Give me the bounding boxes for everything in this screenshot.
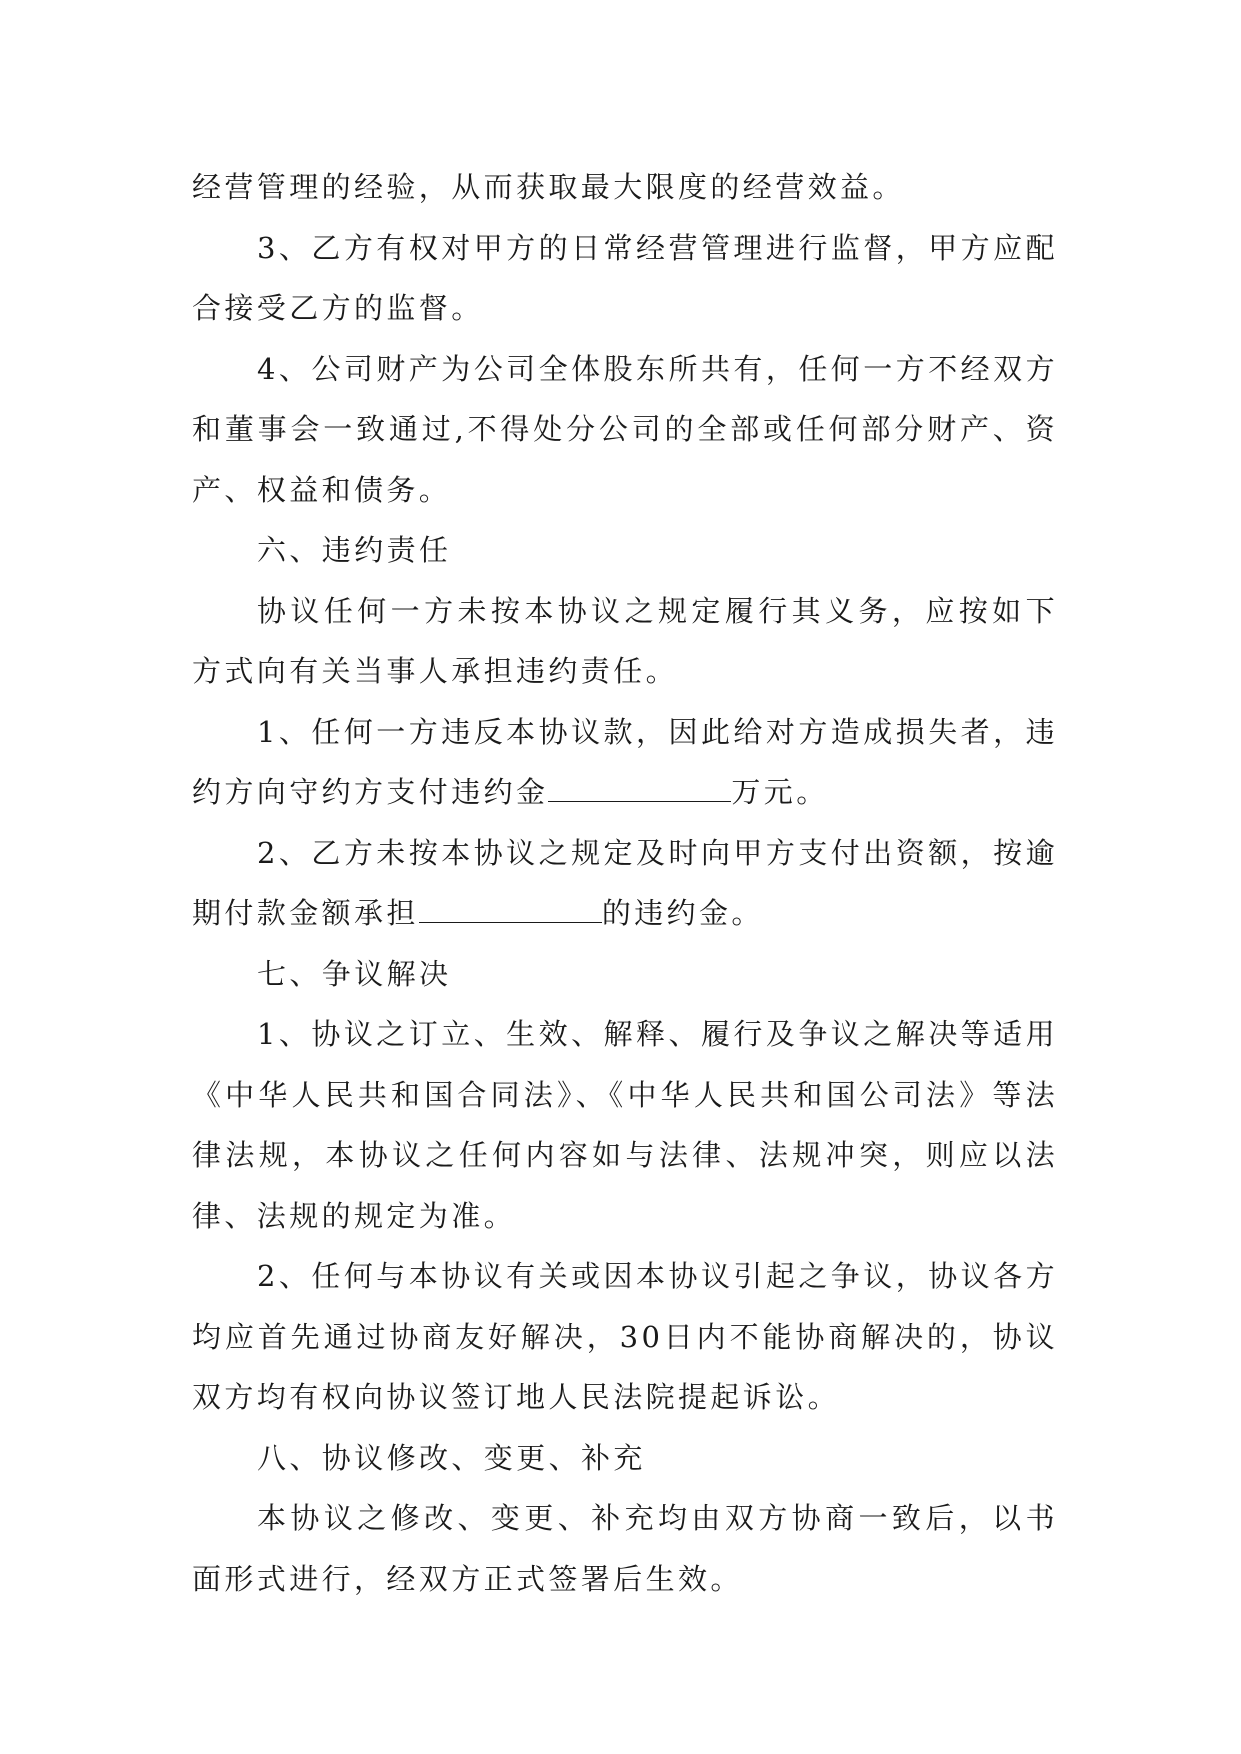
clause-7-2: 2、任何与本协议有关或因本协议引起之争议，协议各方均应首先通过协商友好解决，30日内不能协商解决的，协议双方均有权向协议签订地人民法院提起诉讼。 <box>192 1259 1058 1414</box>
penalty-rate-blank <box>419 900 602 923</box>
section-heading-7: 七、争议解决 <box>257 956 452 991</box>
document-body <box>192 157 1058 1609</box>
clause-5-4: 4、公司财产为公司全体股东所共有，任何一方不经双方和董事会一致通过,不得处分公司的全部或任何部分财产、资产、权益和债务。 <box>192 351 1058 507</box>
clause-6-2-text: 2、乙方未按本协议之规定及时向甲方支付出资额，按逾期付款金额承担 <box>192 835 1058 930</box>
clause-8: 本协议之修改、变更、补充均由双方协商一致后，以书面形式进行，经双方正式签署后生效。 <box>192 1501 1058 1596</box>
penalty-amount-blank <box>548 779 731 802</box>
clause-5-3: 3、乙方有权对甲方的日常经营管理进行监督，甲方应配合接受乙方的监督。 <box>192 230 1058 325</box>
breach-intro: 协议任何一方未按本协议之规定履行其义务，应按如下方式向有关当事人承担违约责任。 <box>192 593 1058 688</box>
clause-6-1-unit: 万元。 <box>731 775 829 809</box>
paragraph-continuation: 经营管理的经验，从而获取最大限度的经营效益。 <box>192 170 905 204</box>
clause-6-1 <box>192 702 1058 823</box>
clause-6-2 <box>192 823 1058 944</box>
section-heading-6: 六、违约责任 <box>257 533 452 567</box>
clause-6-1-text: 1、任何一方违反本协议款，因此给对方造成损失者，违约方向守约方支付违约金 <box>192 714 1058 809</box>
clause-7-1: 1、协议之订立、生效、解释、履行及争议之解决等适用《中华人民共和国合同法》、《中华人民共和国公司法》等法律法规，本协议之任何内容如与法律、法规冲突，则应以法律、法规的规定为准。 <box>192 1017 1058 1233</box>
clause-6-2-tail: 的违约金。 <box>601 896 764 930</box>
section-heading-8: 八、协议修改、变更、补充 <box>257 1440 646 1475</box>
